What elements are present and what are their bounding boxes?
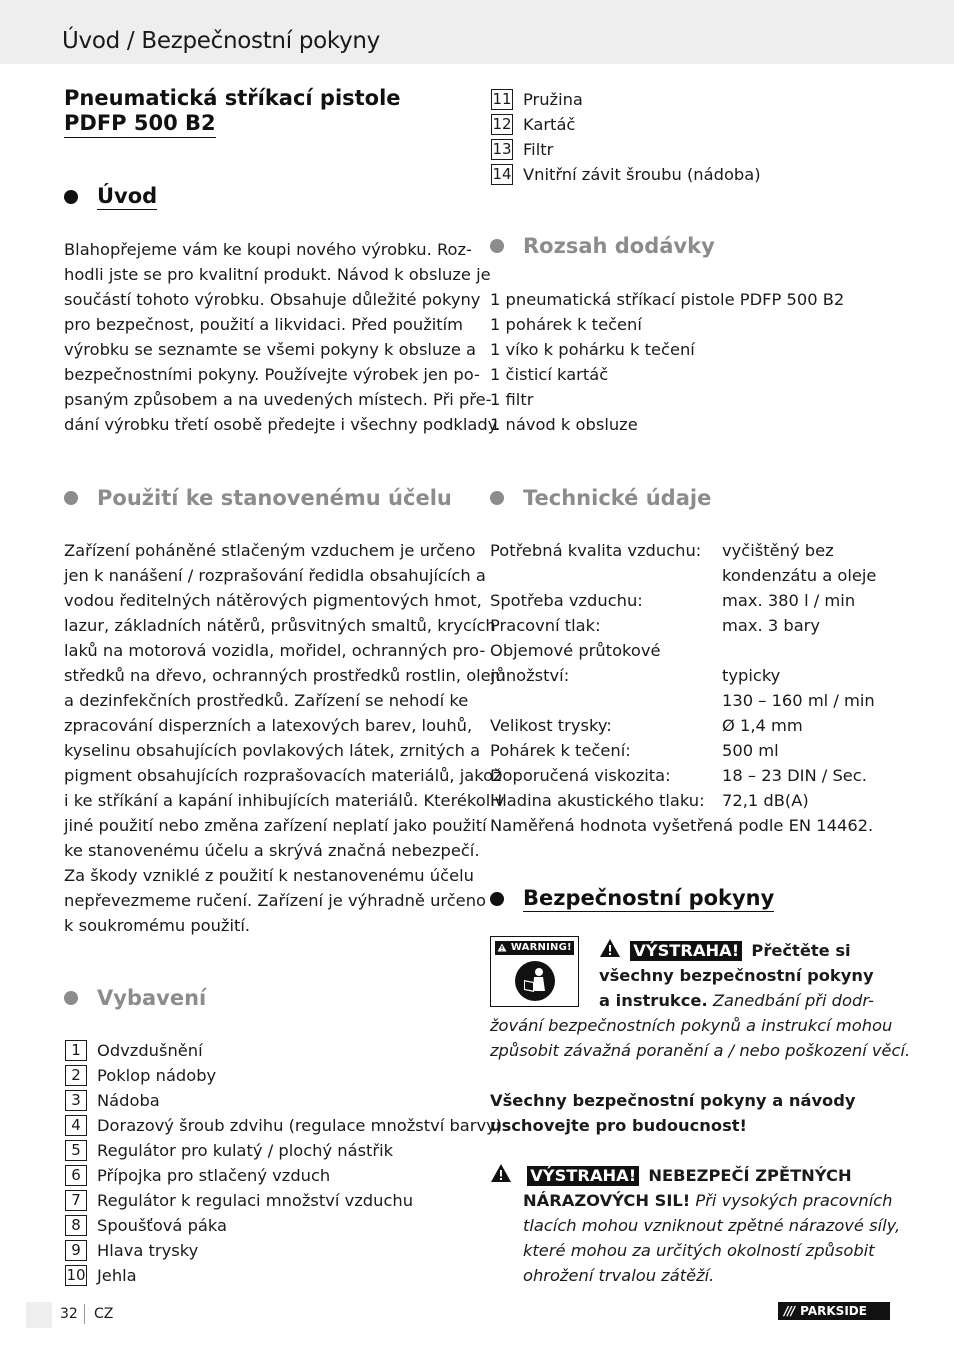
section-heading-safety: [490, 886, 774, 912]
equipment-item: [65, 1138, 502, 1163]
paragraph-line: bezpečnostními pokyny. Používejte výrobek jen po-: [64, 365, 480, 384]
product-title-line1: Pneumatická stříkací pistole: [64, 86, 401, 110]
tech-label: Pohárek k tečení:: [490, 741, 631, 760]
equipment-item: [65, 1063, 502, 1088]
footer-marker: [26, 1302, 52, 1328]
warning-tag-label: WARNING!: [510, 942, 572, 953]
bullet-icon: [490, 239, 504, 253]
item-label: Dorazový šroub zdvihu (regulace množství barvy): [97, 1116, 503, 1135]
warning-2-line4: [523, 1238, 875, 1263]
tech-value: max. 3 bary: [722, 616, 820, 635]
tech-row: [490, 563, 876, 588]
scope-item: 1 pneumatická stříkací pistole PDFP 500 B2: [490, 290, 845, 309]
section-heading-intended-use: [64, 486, 452, 510]
paragraph-line: Blahopřejeme vám ke koupi nového výrobku. Roz-: [64, 240, 472, 259]
warning-2-line3: [523, 1213, 900, 1238]
item-number: 11: [492, 90, 512, 108]
item-label: Regulátor pro kulatý / plochý nástřik: [97, 1141, 394, 1160]
warning-2-text: NEBEZPEČÍ ZPĚTNÝCH: [648, 1166, 852, 1185]
keep-instructions-text: uschovejte pro budoucnost!: [490, 1116, 747, 1135]
section-heading-equipment: [64, 986, 206, 1010]
warning-1-text: všechny bezpečnostní pokyny: [599, 966, 874, 985]
bullet-icon: [64, 190, 78, 204]
bullet-icon: [64, 991, 78, 1005]
tech-row: [490, 663, 876, 688]
warning-1-detail: Zanedbání při dodr-: [712, 991, 874, 1010]
tech-row: [490, 538, 876, 563]
brand-logo: [778, 1302, 890, 1320]
item-label: Odvzdušnění: [97, 1041, 203, 1060]
item-number: 12: [492, 115, 512, 133]
technical-table: [490, 538, 876, 813]
equipment-list-right: [491, 87, 761, 187]
section-title: Vybavení: [97, 986, 207, 1010]
scope-item: 1 čisticí kartáč: [490, 365, 609, 384]
warning-badge: VÝSTRAHA!: [630, 941, 742, 961]
paragraph-line: výrobku se seznamte se všemi pokyny k obsluze a: [64, 340, 476, 359]
paragraph-line: hodli jste se pro kvalitní produkt. Návod k obsluze je: [64, 265, 491, 284]
read-manual-icon: [515, 961, 555, 1001]
paragraph-line: laků na motorová vozidla, mořidel, ochranných pro-: [64, 641, 486, 660]
equipment-item: [65, 1213, 502, 1238]
tech-value: 130 – 160 ml / min: [722, 691, 875, 710]
item-number: 10: [66, 1266, 86, 1284]
item-label: Nádoba: [97, 1091, 160, 1110]
paragraph-line: psaným způsobem a na uvedených místech. Při pře-: [64, 390, 492, 409]
paragraph-line: kyselinu obsahujících povlakových látek, zrnitých a: [64, 741, 481, 760]
section-title: Rozsah dodávky: [523, 234, 715, 258]
paragraph-line: nepřevezmeme ručení. Zařízení je výhradně určeno: [64, 891, 486, 910]
warning-2-text: NÁRAZOVÝCH SIL!: [523, 1191, 691, 1210]
tech-row: [490, 588, 876, 613]
keep-instructions-text: Všechny bezpečnostní pokyny a návody: [490, 1091, 856, 1110]
brand-slashes: ///: [784, 1304, 795, 1318]
brand-name: PARKSIDE: [800, 1304, 867, 1318]
warning-1-line5: [490, 1038, 910, 1063]
item-number: 7: [65, 1190, 87, 1211]
warning-2-line1: [490, 1163, 852, 1188]
bullet-icon: [490, 491, 504, 505]
item-label: Filtr: [523, 140, 554, 159]
paragraph-line: lazur, základních nátěrů, průsvitných smaltů, krycích: [64, 616, 496, 635]
equipment-item: [65, 1188, 502, 1213]
bullet-icon: [490, 892, 504, 906]
warning-triangle-icon: [497, 943, 507, 952]
tech-row: [490, 763, 876, 788]
warning-2-detail: Při vysokých pracovních: [695, 1191, 893, 1210]
paragraph-line: zpracování disperzních a latexových barev, louhů,: [64, 716, 473, 735]
scope-list: [490, 287, 844, 437]
warning-2-detail: tlacích mohou vzniknout zpětné nárazové síly,: [523, 1216, 901, 1235]
scope-item: 1 filtr: [490, 390, 534, 409]
equipment-item: [65, 1038, 502, 1063]
equipment-item: [65, 1238, 502, 1263]
section-title: Použití ke stanovenému účelu: [97, 486, 452, 510]
item-label: Kartáč: [523, 115, 576, 134]
warning-1-detail: žování bezpečnostních pokynů a instrukcí mohou: [490, 1016, 893, 1035]
tech-label: Pracovní tlak:: [490, 616, 601, 635]
page-number: 32: [60, 1306, 78, 1322]
tech-row: [490, 688, 876, 713]
section-heading-scope: [490, 234, 715, 258]
scope-item: 1 návod k obsluze: [490, 415, 638, 434]
tech-row: [490, 738, 876, 763]
warning-1-line1: [599, 938, 851, 963]
scope-item: 1 víko k pohárku k tečení: [490, 340, 695, 359]
equipment-item: [65, 1163, 502, 1188]
warning-1-text: a instrukce.: [599, 991, 708, 1010]
paragraph-line: ke stanovenému účelu a skrývá značná nebezpečí.: [64, 841, 480, 860]
product-title: [64, 86, 401, 138]
tech-label: [490, 688, 722, 713]
tech-row: [490, 613, 876, 638]
paragraph-line: Zařízení poháněné stlačeným vzduchem je určeno: [64, 541, 476, 560]
equipment-item: [491, 87, 761, 112]
item-number: 5: [65, 1140, 87, 1161]
paragraph-line: pro bezpečnost, použití a likvidaci. Před použitím: [64, 315, 464, 334]
warning-1-text: Přečtěte si: [751, 941, 851, 960]
tech-label: Objemové průtokové: [490, 641, 661, 660]
paragraph-line: i ke stříkání a kapání inhibujících materiálů. Kterékoliv: [64, 791, 505, 810]
paragraph-line: jiné použití nebo změna zařízení neplatí jako použití: [64, 816, 487, 835]
item-number: 1: [65, 1040, 87, 1061]
technical-note: Naměřená hodnota vyšetřená podle EN 14462.: [490, 816, 874, 835]
paragraph-line: vodou ředitelných nátěrových pigmentových hmot,: [64, 591, 482, 610]
paragraph-line: jen k nanášení / rozprašování ředidla obsahujících a: [64, 566, 486, 585]
page-title: Úvod / Bezpečnostní pokyny: [62, 28, 380, 54]
warning-1-line2: [599, 963, 874, 988]
warning-triangle-icon: [599, 938, 621, 958]
paragraph-line: dání výrobku třetí osobě předejte i všechny podklady.: [64, 415, 501, 434]
item-label: Poklop nádoby: [97, 1066, 217, 1085]
scope-item: 1 pohárek k tečení: [490, 315, 642, 334]
language-code: CZ: [94, 1306, 114, 1322]
warning-triangle-icon: [490, 1163, 512, 1183]
tech-value: 72,1 dB(A): [722, 791, 809, 810]
warning-1-detail: způsobit závažná poranění a / nebo poškození věcí.: [490, 1041, 911, 1060]
equipment-item: [491, 137, 761, 162]
tech-value: Ø 1,4 mm: [722, 716, 803, 735]
equipment-item: [491, 162, 761, 187]
tech-value: max. 380 l / min: [722, 591, 856, 610]
paragraph-line: Za škody vzniklé z použití k nestanovenému účelu: [64, 866, 474, 885]
bullet-icon: [64, 491, 78, 505]
tech-value: kondenzátu a oleje: [722, 566, 877, 585]
equipment-item: [491, 112, 761, 137]
item-label: Vnitřní závit šroubu (nádoba): [523, 165, 761, 184]
warning-pictogram: [490, 936, 579, 1007]
footer-divider: [84, 1304, 85, 1324]
section-heading-technical: [490, 486, 711, 510]
warning-1-line3: [599, 988, 874, 1013]
equipment-item: [65, 1113, 502, 1138]
item-label: Jehla: [97, 1266, 137, 1285]
tech-label: množství:: [490, 666, 570, 685]
paragraph-line: pigment obsahujících rozprašovacích materiálů, jakož: [64, 766, 502, 785]
item-number: 13: [492, 140, 512, 158]
section-title: Bezpečnostní pokyny: [523, 886, 775, 910]
item-label: Hlava trysky: [97, 1241, 199, 1260]
tech-value: 18 – 23 DIN / Sec.: [722, 766, 867, 785]
item-number: 2: [65, 1065, 87, 1086]
tech-label: Spotřeba vzduchu:: [490, 591, 643, 610]
intro-paragraph: [64, 237, 500, 437]
equipment-item: [65, 1263, 502, 1288]
tech-label: Doporučená viskozita:: [490, 766, 671, 785]
tech-label: [490, 563, 722, 588]
equipment-list-left: [65, 1038, 502, 1288]
tech-label: Potřebná kvalita vzduchu:: [490, 541, 702, 560]
section-title: Technické údaje: [523, 486, 712, 510]
warning-2-detail: ohrožení trvalou zátěží.: [523, 1266, 715, 1285]
paragraph-line: a dezinfekčních prostředků. Zařízení se nehodí ke: [64, 691, 469, 710]
item-label: Přípojka pro stlačený vzduch: [97, 1166, 331, 1185]
item-number: 9: [65, 1240, 87, 1261]
tech-value: typicky: [722, 666, 781, 685]
warning-badge: VÝSTRAHA!: [527, 1166, 639, 1186]
tech-value: 500 ml: [722, 741, 779, 760]
paragraph-line: součástí tohoto výrobku. Obsahuje důležité pokyny: [64, 290, 481, 309]
tech-row: [490, 713, 876, 738]
keep-instructions-line1: [490, 1088, 856, 1113]
tech-value: vyčištěný bez: [722, 541, 834, 560]
warning-2-detail: které mohou za určitých okolností způsobit: [523, 1241, 875, 1260]
warning-tag: [495, 941, 574, 955]
paragraph-line: středků na dřevo, ochranných prostředků rostlin, olejů: [64, 666, 506, 685]
section-title: Úvod: [97, 184, 158, 208]
item-label: Pružina: [523, 90, 583, 109]
equipment-item: [65, 1088, 502, 1113]
tech-label: Hladina akustického tlaku:: [490, 791, 705, 810]
paragraph-line: k soukromému použití.: [64, 916, 251, 935]
product-title-line2: PDFP 500 B2: [64, 111, 216, 138]
keep-instructions-line2: [490, 1113, 747, 1138]
intended-use-paragraph: [64, 538, 506, 938]
warning-1-line4: [490, 1013, 892, 1038]
item-number: 14: [492, 165, 512, 183]
section-heading-uvod: [64, 184, 157, 210]
item-number: 4: [65, 1115, 87, 1136]
warning-2-line2: [523, 1188, 893, 1213]
warning-2-line5: [523, 1263, 714, 1288]
item-number: 6: [65, 1165, 87, 1186]
item-label: Spoušťová páka: [97, 1216, 227, 1235]
tech-label: Velikost trysky:: [490, 716, 612, 735]
tech-row: [490, 638, 876, 663]
item-number: 8: [65, 1215, 87, 1236]
tech-row: [490, 788, 876, 813]
item-number: 3: [65, 1090, 87, 1111]
item-label: Regulátor k regulaci množství vzduchu: [97, 1191, 414, 1210]
